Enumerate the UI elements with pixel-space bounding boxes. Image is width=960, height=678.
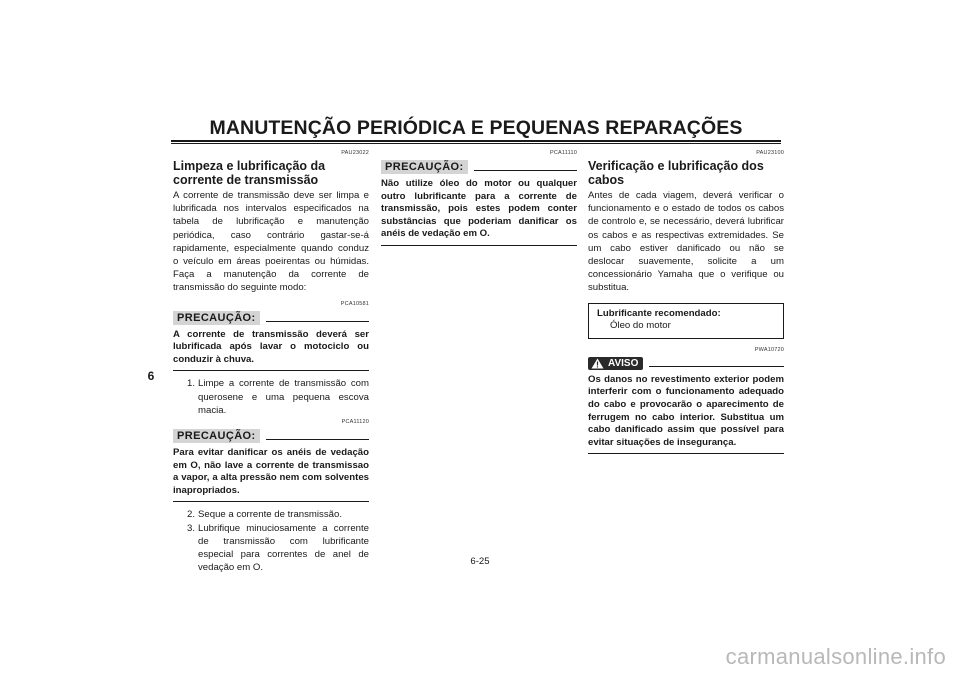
- chain-intro-paragraph: A corrente de transmissão deve ser limpa e lubrificada nos intervalos especificados na tabela de lubrificação e manutenção periódica, caso contrário gastar-se-á rapidamente, especialmente quando conduz o veículo em áreas poeirentas ou húmidas. Faça a manutenção da corrente de transmissão do seguinte modo:: [173, 190, 369, 294]
- list-item: [173, 508, 369, 521]
- step-text: Seque a corrente de transmissão.: [198, 509, 342, 521]
- warning-rule: [649, 366, 784, 367]
- header-rule: [171, 140, 781, 142]
- column-chain-caution: [381, 150, 577, 246]
- list-item: [173, 522, 369, 575]
- watermark: carmanualsonline.info: [725, 644, 946, 669]
- caution-badge: PRECAUÇÃO:: [381, 160, 468, 174]
- list-item: [173, 377, 369, 417]
- caution-text: Para evitar danificar os anéis de vedação em O, não lave a corrente de transmissao a vapor, a alta pressão nem com solventes inapropriados.: [173, 447, 369, 502]
- caution-header: [381, 160, 577, 174]
- header-rule-thin: [171, 143, 781, 144]
- section-code: PAU23100: [756, 150, 784, 156]
- step-list: [173, 508, 369, 574]
- caution-badge: PRECAUÇÃO:: [173, 311, 260, 325]
- caution-code: PCA10581: [340, 300, 369, 307]
- caution-rule: [266, 439, 369, 440]
- page-number: 6-25: [470, 556, 490, 567]
- step-text: Lubrifique minuciosamente a corrente de transmissão com lubrificante especial para correntes de anel de vedação em O.: [198, 522, 369, 574]
- section-code: PAU23022: [341, 150, 369, 156]
- section-heading-chain: Limpeza e lubrificação da corrente de transmissão: [173, 159, 326, 187]
- section-heading-cables: Verificação e lubrificação dos cabos: [588, 159, 764, 187]
- step-list: [173, 377, 369, 417]
- lubricant-title: Lubrificante recomendado:: [597, 307, 721, 319]
- chapter-tab: 6: [147, 369, 155, 383]
- caution-header: [173, 311, 369, 325]
- step-number: 3.: [187, 522, 196, 534]
- caution-badge: PRECAUÇÃO:: [173, 429, 260, 443]
- caution-code: PCA11110: [550, 150, 577, 156]
- warning-code: PWA10720: [754, 346, 784, 353]
- warning-text: Os danos no revestimento exterior podem interferir com o funcionamento adequado do cabo e provocarão o aparecimento de ferrugem no cabo interior. Substitua um cabo danificado assim que possível para evitar situações de insegurança.: [588, 374, 784, 455]
- step-text: Limpe a corrente de transmissão com querosene e uma pequena escova macia.: [198, 378, 369, 416]
- warning-header: [588, 357, 784, 370]
- caution-rule: [474, 170, 577, 171]
- warning-label: AVISO: [608, 357, 639, 369]
- caution-header: [173, 429, 369, 443]
- warning-triangle-icon: [591, 358, 604, 369]
- caution-text: Não utilize óleo do motor ou qualquer outro lubrificante para a corrente de transmissão, pois estes podem conter substâncias que poderiam danificar os anéis de vedação em O.: [381, 178, 577, 246]
- caution-text: A corrente de transmissão deverá ser lubrificada após lavar o motociclo ou conduzir à chuva.: [173, 329, 369, 372]
- page-title: MANUTENÇÃO PERIÓDICA E PEQUENAS REPARAÇÕES: [209, 117, 743, 139]
- step-number: 2.: [187, 509, 196, 521]
- caution-code: PCA11120: [341, 419, 369, 426]
- caution-rule: [266, 321, 369, 322]
- warning-badge: [588, 357, 643, 370]
- lubricant-value: Óleo do motor: [610, 320, 671, 332]
- cables-intro-paragraph: Antes de cada viagem, deverá verificar o funcionamento e o estado de todos os cabos de controlo e, se necessário, deverá lubrificar os cabos e as respectivas extremidades. Se um cabo estiver danificado ou não se deslocar suavemente, solicite a um concessionário Yamaha que o verifique ou substitua.: [588, 190, 784, 294]
- step-number: 1.: [187, 378, 196, 390]
- column-cable-lubrication: [588, 150, 784, 454]
- lubricant-box: [588, 303, 784, 339]
- column-chain-lubrication: [173, 150, 369, 574]
